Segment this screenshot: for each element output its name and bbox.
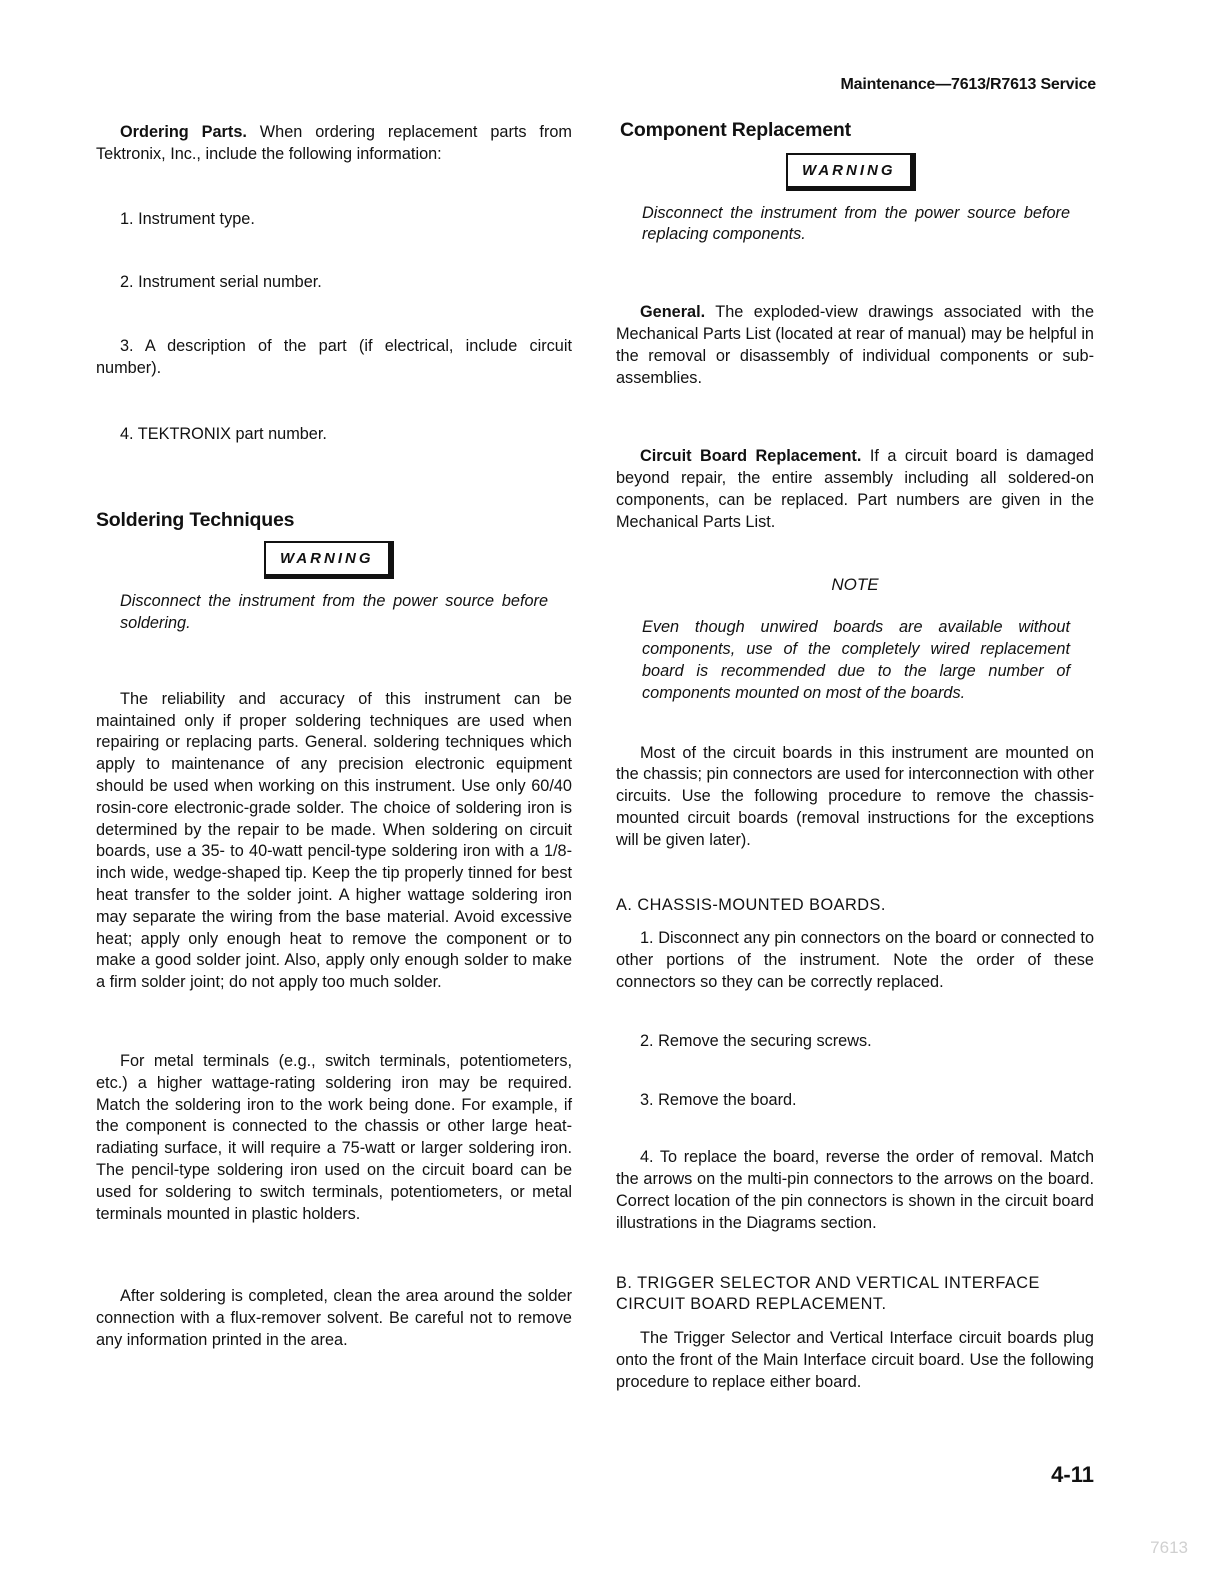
soldering-warning-wrap <box>264 541 572 579</box>
section-a-heading: A. CHASSIS-MOUNTED BOARDS. <box>616 895 886 914</box>
circuit-board-lead: Circuit Board Replacement. <box>640 447 862 466</box>
general-lead: General. <box>640 303 706 322</box>
soldering-warning-text: Disconnect the instrument from the power source before soldering. <box>120 592 548 632</box>
section-a-step-3: 3. Remove the board. <box>640 1090 797 1109</box>
note-title: NOTE <box>831 574 879 594</box>
component-warning-wrap <box>786 153 1094 191</box>
section-a-step-1: 1. Disconnect any pin connectors on the board or connected to other portions of the instrument. Note the order of these connectors so they can be correctly replaced. <box>616 929 1094 991</box>
ordering-parts-lead: Ordering Parts. <box>120 123 247 141</box>
ordering-parts-paragraph <box>96 122 572 166</box>
section-b-heading: B. TRIGGER SELECTOR AND VERTICAL INTERFACE CIRCUIT BOARD REPLACEMENT. <box>616 1273 1040 1314</box>
warning-box: WARNING <box>786 153 916 191</box>
chassis-intro-paragraph: Most of the circuit boards in this instrument are mounted on the chassis; pin connectors are used for interconnection with other circuits. Use the following procedure to remove the chassis-mounted circuit boards (removal instructions for the exceptions will be given later). <box>616 743 1094 849</box>
soldering-paragraph-2: For metal terminals (e.g., switch terminals, potentiometers, etc.) a higher wattage-rating soldering iron may be required. Match the soldering iron to the work being done. For example, if the component is connected to the chassis or other large heat-radiating surface, it will require a 75-watt or larger soldering iron. The pencil-type soldering iron used on the circuit board can be used for soldering to switch terminals, potentiometers, or metal terminals mounted in plastic holders. <box>96 1051 572 1223</box>
ordering-item-4: 4. TEKTRONIX part number. <box>120 424 327 443</box>
right-column <box>616 119 1094 1393</box>
ordering-item-1: 1. Instrument type. <box>120 209 255 228</box>
warning-box: WARNING <box>264 541 394 579</box>
section-b-paragraph: The Trigger Selector and Vertical Interface circuit boards plug onto the front of the Main Interface circuit board. Use the following procedure to replace either board. <box>616 1329 1094 1391</box>
note-text: Even though unwired boards are available without components, use of the completely wired replacement board is recommended due to the large number of components mounted on most of the boards. <box>642 618 1070 702</box>
watermark: 7613 <box>1150 1538 1188 1557</box>
circuit-board-paragraph <box>616 446 1094 533</box>
running-header: Maintenance—7613/R7613 Service <box>840 76 1096 93</box>
general-text: The exploded-view drawings associated with the Mechanical Parts List (located at rear of manual) may be helpful in the removal or disassembly of individual components or sub-assemblies. <box>616 303 1094 387</box>
ordering-item-3: 3. A description of the part (if electrical, include circuit number). <box>96 337 572 377</box>
ordering-item-2: 2. Instrument serial number. <box>120 273 322 292</box>
component-replacement-heading: Component Replacement <box>620 119 851 141</box>
soldering-heading: Soldering Techniques <box>96 508 295 531</box>
page-number: 4-11 <box>1051 1462 1094 1487</box>
general-paragraph <box>616 302 1094 389</box>
section-a-step-2: 2. Remove the securing screws. <box>640 1031 872 1050</box>
circuit-board-text: If a circuit board is damaged beyond repair, the entire assembly including all soldered-on components, can be replaced. Part numbers are given in the Mechanical Parts List. <box>616 447 1094 531</box>
ordering-parts-text: When ordering replacement parts from Tektronix, Inc., include the following information: <box>96 123 572 163</box>
section-a-step-4: 4. To replace the board, reverse the order of removal. Match the arrows on the multi-pin connectors to the arrows on the board. Correct location of the pin connectors is shown in the circuit board illustrations in the Diagrams section. <box>616 1148 1094 1232</box>
soldering-paragraph-1: The reliability and accuracy of this instrument can be maintained only if proper soldering techniques are used when repairing or replacing parts. General. soldering techniques which apply to maintenance of any precision electronic equipment should be used when working on this instrument. Use only 60/40 rosin-core electronic-grade solder. The choice of soldering iron is determined by the repair to be made. When soldering on circuit boards, use a 35- to 40-watt pencil-type soldering iron with a 1/8-inch wide, wedge-shaped tip. Keep the tip properly tinned for best heat transfer to the solder joint. A higher wattage soldering iron may separate the wiring from the base material. Avoid excessive heat; apply only enough heat to remove the component or to make a good solder joint. Also, apply only enough solder to make a firm solder joint; do not apply too much solder. <box>96 689 572 992</box>
component-warning-text: Disconnect the instrument from the power source before replacing components. <box>642 203 1070 244</box>
left-column <box>96 122 572 1352</box>
soldering-paragraph-3: After soldering is completed, clean the area around the solder connection with a flux-remover solvent. Be careful not to remove any information printed in the area. <box>96 1287 572 1349</box>
